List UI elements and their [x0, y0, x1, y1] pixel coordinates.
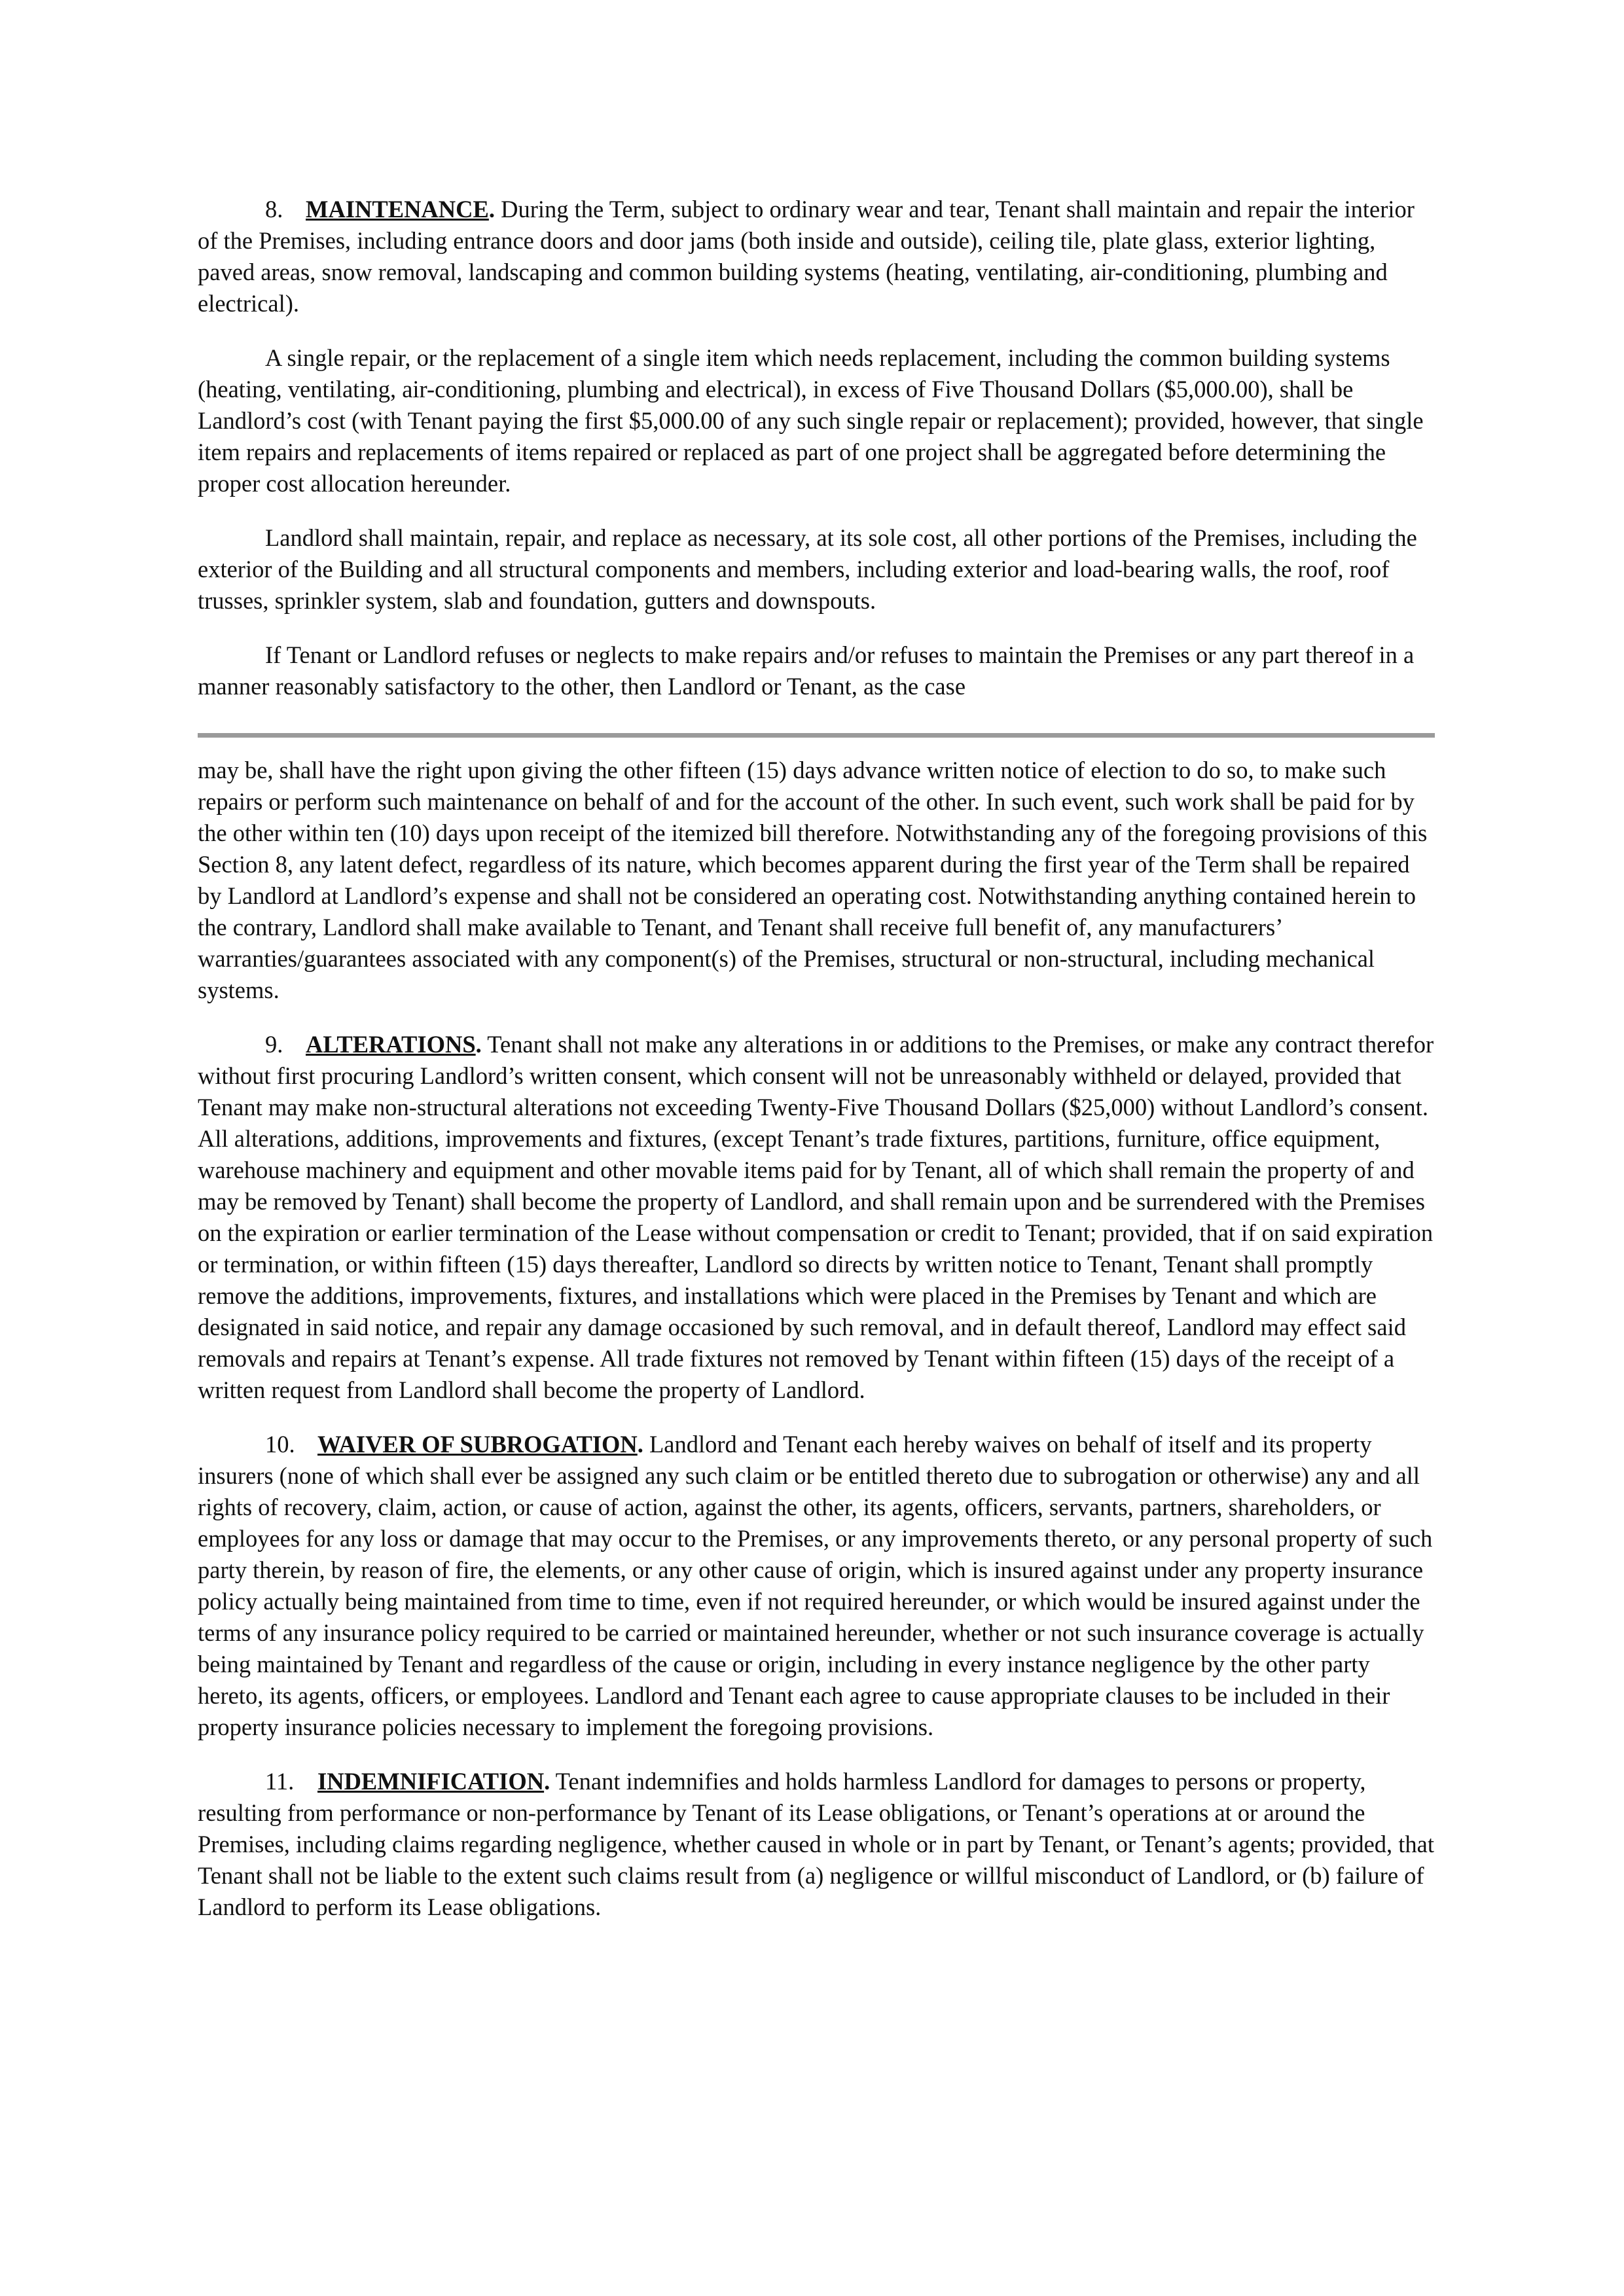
- section-11-number: 11.: [265, 1768, 295, 1795]
- section-9-heading-dot: .: [475, 1031, 482, 1058]
- section-9-heading: ALTERATIONS: [306, 1031, 476, 1058]
- page-divider: [198, 733, 1435, 738]
- section-11-heading: INDEMNIFICATION: [317, 1768, 545, 1795]
- section-8-heading-dot: .: [488, 196, 495, 223]
- section-8-paragraph-1: [198, 194, 1435, 319]
- section-8-paragraph-4-continued: may be, shall have the right upon giving the other fifteen (15) days advance written notice of election to do so, to make such repairs or perform such maintenance on behalf of and for the account of the other. In such event, such work shall be paid for by the other within ten (10) days upon receipt of the itemized bill therefore. Notwithstanding any of the foregoing provisions of this Section 8, any latent defect, regardless of its nature, which becomes apparent during the first year of the Term shall be repaired by Landlord at Landlord’s expense and shall not be considered an operating cost. Notwithstanding anything contained herein to the contrary, Landlord shall make available to Tenant, and Tenant shall receive full benefit of, any manufacturers’ warranties/guarantees associated with any component(s) of the Premises, structural or non-structural, including mechanical systems.: [198, 757, 1428, 1003]
- section-9-paragraph: [198, 1029, 1435, 1406]
- section-9-number: 9.: [265, 1031, 283, 1058]
- section-10-number: 10.: [265, 1431, 295, 1458]
- section-8-number: 8.: [265, 196, 283, 223]
- section-10-paragraph: [198, 1429, 1435, 1743]
- section-8-paragraph-2: A single repair, or the replacement of a single item which needs replacement, including the common building systems (heating, ventilating, air-conditioning, plumbing and electrical), in excess of Five Thousand Dollars ($5,000.00), shall be Landlord’s cost (with Tenant paying the first $5,000.00 of any such single repair or replacement); provided, however, that single item repairs and replacements of items repaired or replaced as part of one project shall be aggregated before determining the proper cost allocation hereunder.: [198, 344, 1424, 497]
- section-8-heading: MAINTENANCE: [306, 196, 489, 223]
- section-11-body: Tenant indemnifies and holds harmless Landlord for damages to persons or property, resulting from performance or non-performance by Tenant of its Lease obligations, or Tenant’s operations at or around the Premises, including claims regarding negligence, whether caused in whole or in part by Tenant, or Tenant’s agents; provided, that Tenant shall not be liable to the extent such claims result from (a) negligence or willful misconduct of Landlord, or (b) failure of Landlord to perform its Lease obligations.: [198, 1768, 1434, 1920]
- continued-sections: [198, 755, 1435, 1946]
- section-10-body: Landlord and Tenant each hereby waives on behalf of itself and its property insurers (none of which shall ever be assigned any such claim or be entitled thereto due to subrogation or otherwise) any and all rights of recovery, claim, action, or cause of action, against the other, its agents, officers, servants, partners, shareholders, or employees for any loss or damage that may occur to the Premises, or any improvements thereto, or any personal property of such party therein, by reason of fire, the elements, or any other cause of origin, which is insured against under any property insurance policy actually being maintained from time to time, even if not required hereunder, or which would be insured against under the terms of any insurance policy required to be carried or maintained hereunder, whether or not such insurance coverage is actually being maintained by Tenant and regardless of the cause or origin, including in every instance negligence by the other party hereto, its agents, officers, or employees. Landlord and Tenant each agree to cause appropriate clauses to be included in their property insurance policies necessary to implement the foregoing provisions.: [198, 1431, 1433, 1740]
- section-8-paragraph-4: If Tenant or Landlord refuses or neglects to make repairs and/or refuses to maintain the Premises or any part thereof in a manner reasonably satisfactory to the other, then Landlord or Tenant, as the case: [198, 641, 1415, 700]
- section-8-body: During the Term, subject to ordinary wear and tear, Tenant shall maintain and repair the interior of the Premises, including entrance doors and door jams (both inside and outside), ceiling tile, plate glass, exterior lighting, paved areas, snow removal, landscaping and common building systems (heating, ventilating, air-conditioning, plumbing and electrical).: [198, 196, 1415, 317]
- section-11-heading-dot: .: [544, 1768, 550, 1795]
- section-8-paragraph-3: Landlord shall maintain, repair, and replace as necessary, at its sole cost, all other portions of the Premises, including the exterior of the Building and all structural components and members, including exterior and load-bearing walls, the roof, roof trusses, sprinkler system, slab and foundation, gutters and downspouts.: [198, 524, 1417, 614]
- section-9-body: Tenant shall not make any alterations in or additions to the Premises, or make any contract therefor without first procuring Landlord’s written consent, which consent will not be unreasonably withheld or delayed, provided that Tenant may make non-structural alterations not exceeding Twenty-Five Thousand Dollars ($25,000) without Landlord’s consent. All alterations, additions, improvements and fixtures, (except Tenant’s trade fixtures, partitions, furniture, office equipment, warehouse machinery and equipment and other movable items paid for by Tenant, all of which shall remain the property of and may be removed by Tenant) shall become the property of Landlord, and shall remain upon and be surrendered with the Premises on the expiration or earlier termination of the Lease without compensation or credit to Tenant; provided, that if on said expiration or termination, or within fifteen (15) days thereafter, Landlord so directs by written notice to Tenant, Tenant shall promptly remove the additions, improvements, fixtures, and installations which were placed in the Premises by Tenant and which are designated in said notice, and repair any damage occasioned by such removal, and in default thereof, Landlord may effect said removals and repairs at Tenant’s expense. All trade fixtures not removed by Tenant within fifteen (15) days of the receipt of a written request from Landlord shall become the property of Landlord.: [198, 1031, 1434, 1403]
- section-11-paragraph: [198, 1766, 1435, 1923]
- section-8-top: [198, 194, 1435, 725]
- section-10-heading-dot: .: [637, 1431, 643, 1458]
- section-10-heading: WAIVER OF SUBROGATION: [317, 1431, 638, 1458]
